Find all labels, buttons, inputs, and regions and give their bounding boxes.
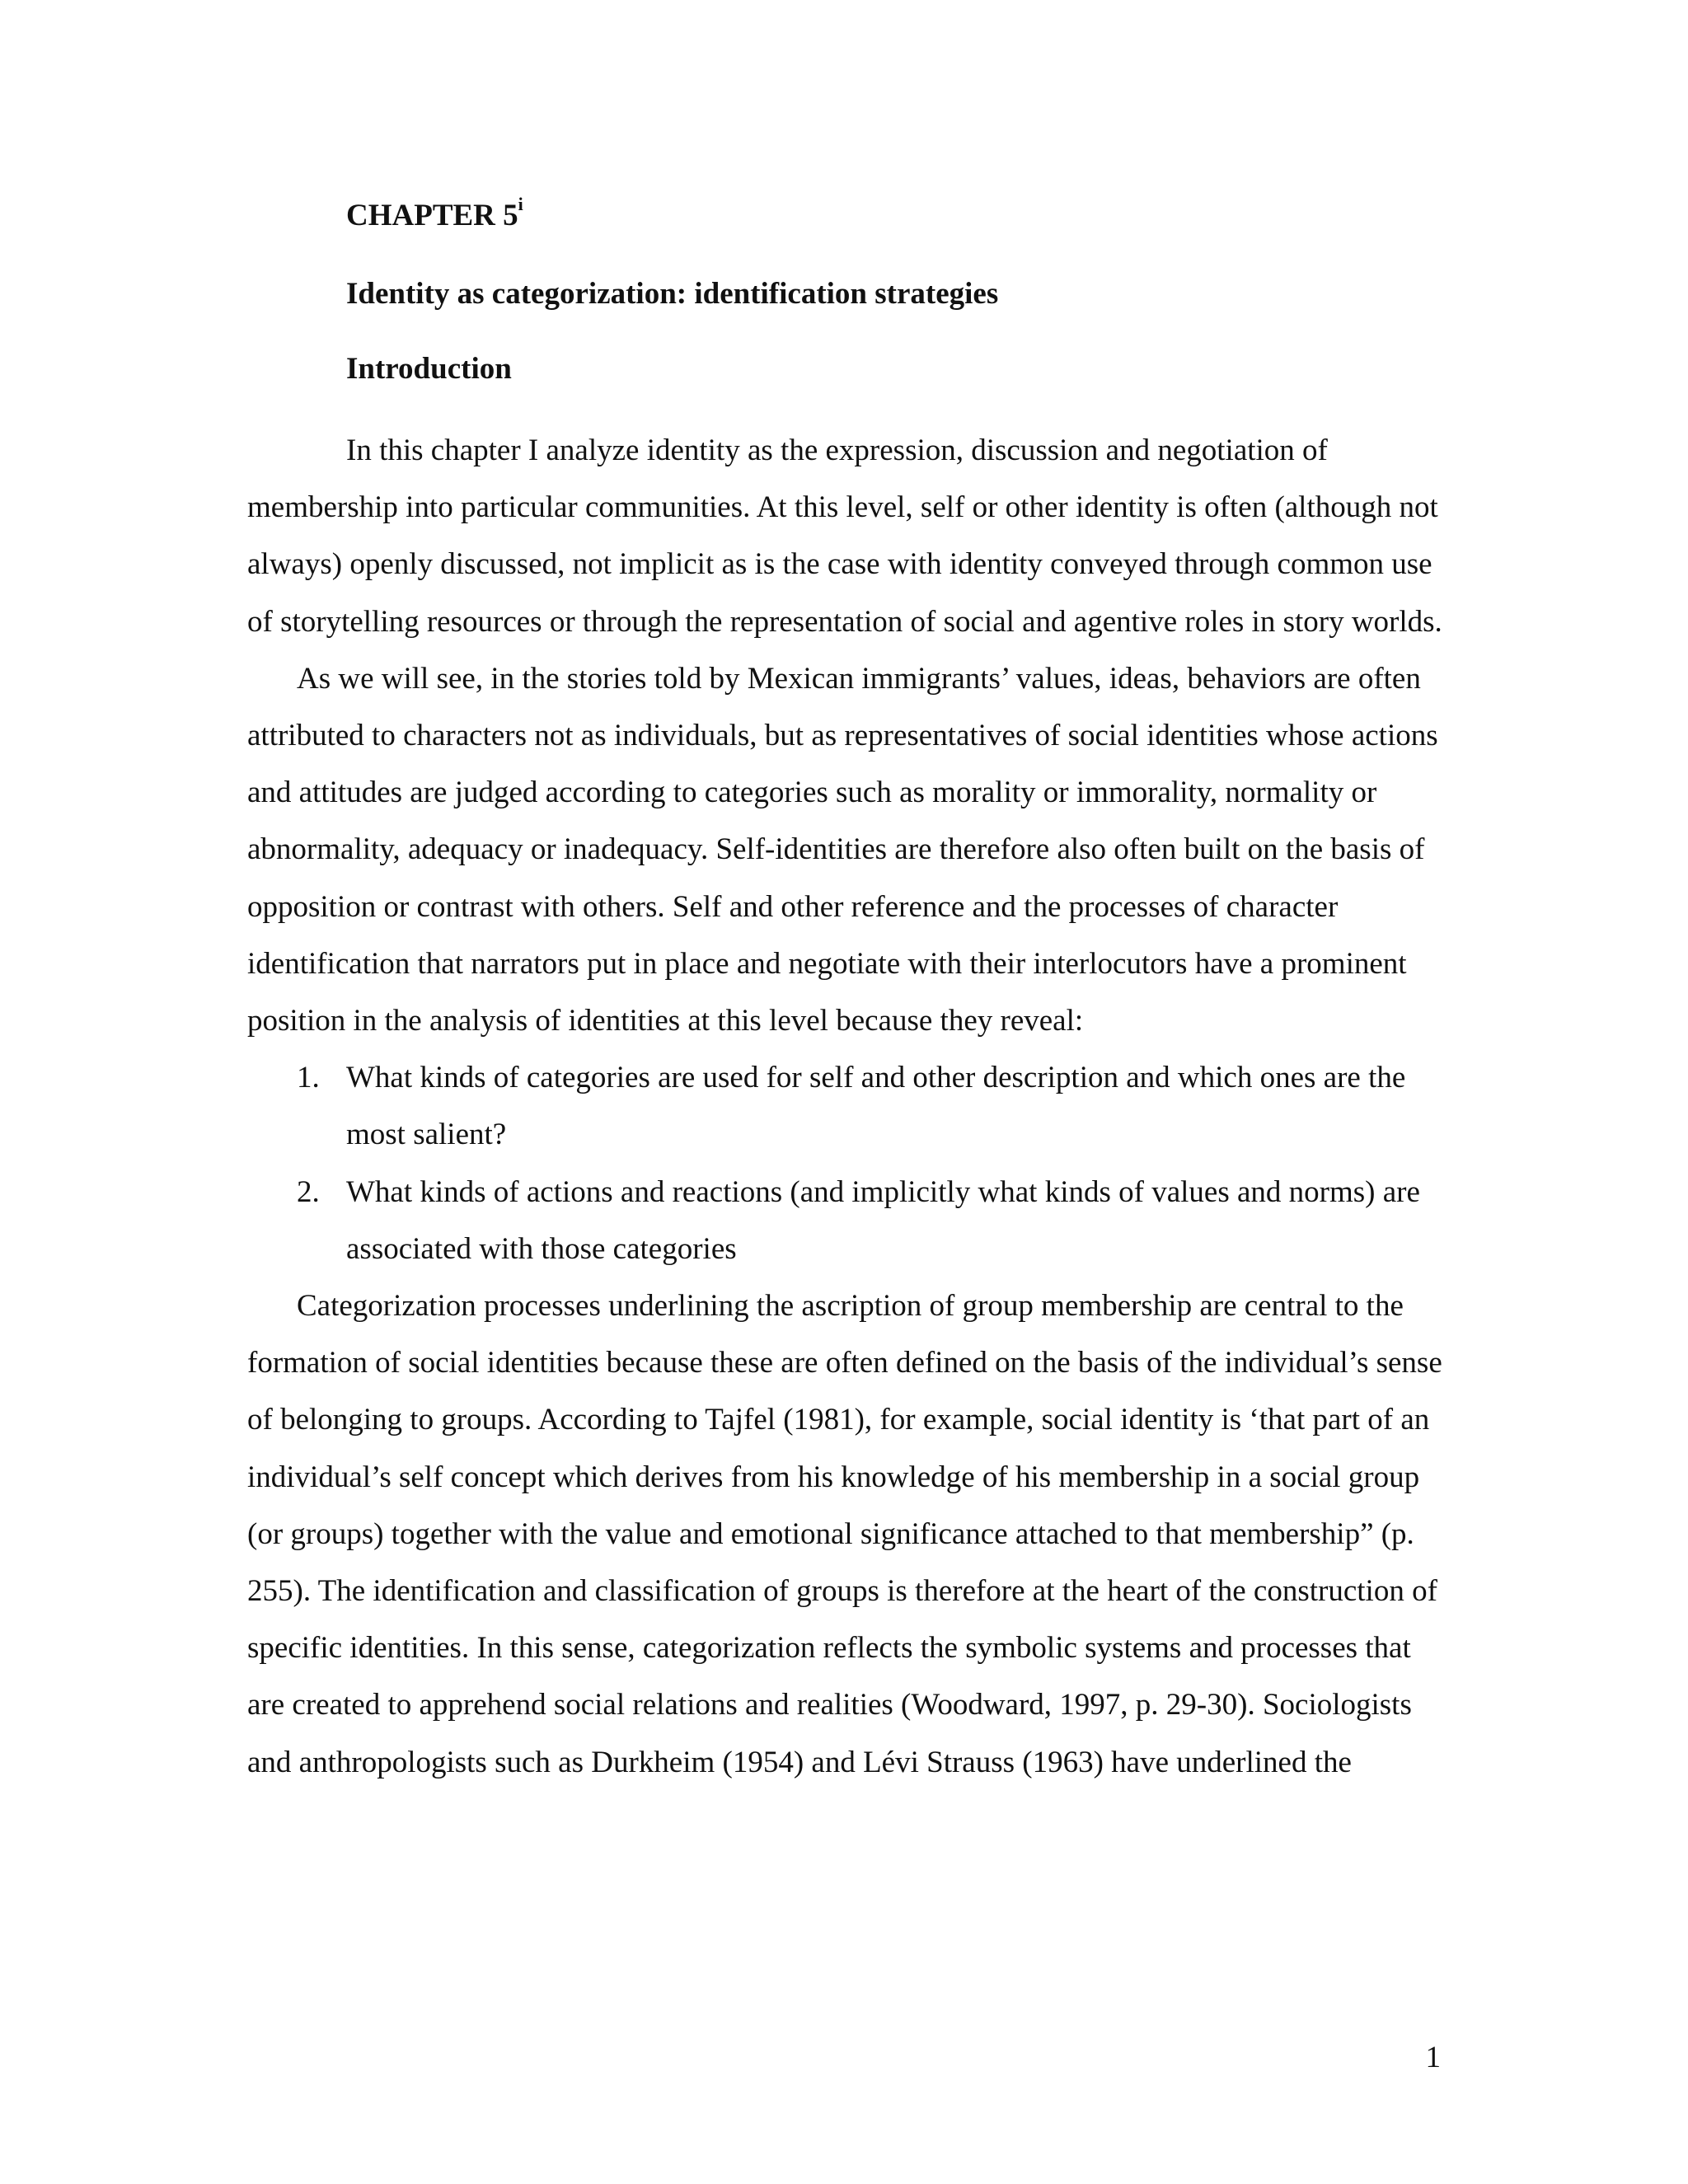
- footnote-marker[interactable]: i: [518, 194, 523, 214]
- list-item-number: 1.: [297, 1061, 320, 1095]
- page-number: 1: [1425, 2041, 1441, 2074]
- chapter-title: Identity as categorization: identification strategies: [346, 277, 999, 311]
- list-item: [247, 1164, 1451, 1277]
- chapter-label: [346, 194, 523, 232]
- question-list: [247, 1049, 1451, 1277]
- section-heading: Introduction: [346, 352, 512, 386]
- paragraph-3: Categorization processes underlining the ascription of group membership are central to the formation of social identities because these are often defined on the basis of the individual’s sense of belonging to groups. According to Tajfel (1981), for example, social identity is ‘that part of an individual’s self concept which derives from his knowledge of his membership in a social group (or groups) together with the value and emotional significance attached to that membership” (p. 255). The identification and classification of groups is therefore at the heart of the construction of specific identities. In this sense, categorization reflects the symbolic systems and processes that are created to apprehend social relations and realities (Woodward, 1997, p. 29-30). Sociologists and anthropologists such as Durkheim (1954) and Lévi Strauss (1963) have underlined the: [247, 1289, 1442, 1779]
- body-text: [247, 422, 1451, 1791]
- chapter-label-text: CHAPTER 5: [346, 199, 518, 232]
- list-item-text: What kinds of categories are used for self and other description and which ones are the most salient?: [346, 1061, 1406, 1152]
- list-item-text: What kinds of actions and reactions (and implicitly what kinds of values and norms) are associated with those categories: [346, 1174, 1420, 1266]
- paragraph-1: In this chapter I analyze identity as the expression, discussion and negotiation of membership into particular communities. At this level, self or other identity is often (although not always) openly discussed, not implicit as is the case with identity conveyed through common use of storytelling resources or through the representation of social and agentive roles in story worlds.: [247, 434, 1442, 639]
- list-item-number: 2.: [297, 1174, 320, 1209]
- paragraph-2: As we will see, in the stories told by Mexican immigrants’ values, ideas, behaviors are often attributed to characters not as individuals, but as representatives of social identities whose actions and attitudes are judged according to categories such as morality or immorality, normality or abnormality, adequacy or inadequacy. Self-identities are therefore also often built on the basis of opposition or contrast with others. Self and other reference and the processes of character identification that narrators put in place and negotiate with their interlocutors have a prominent position in the analysis of identities at this level because they reveal:: [247, 661, 1438, 1038]
- list-item: [247, 1049, 1451, 1163]
